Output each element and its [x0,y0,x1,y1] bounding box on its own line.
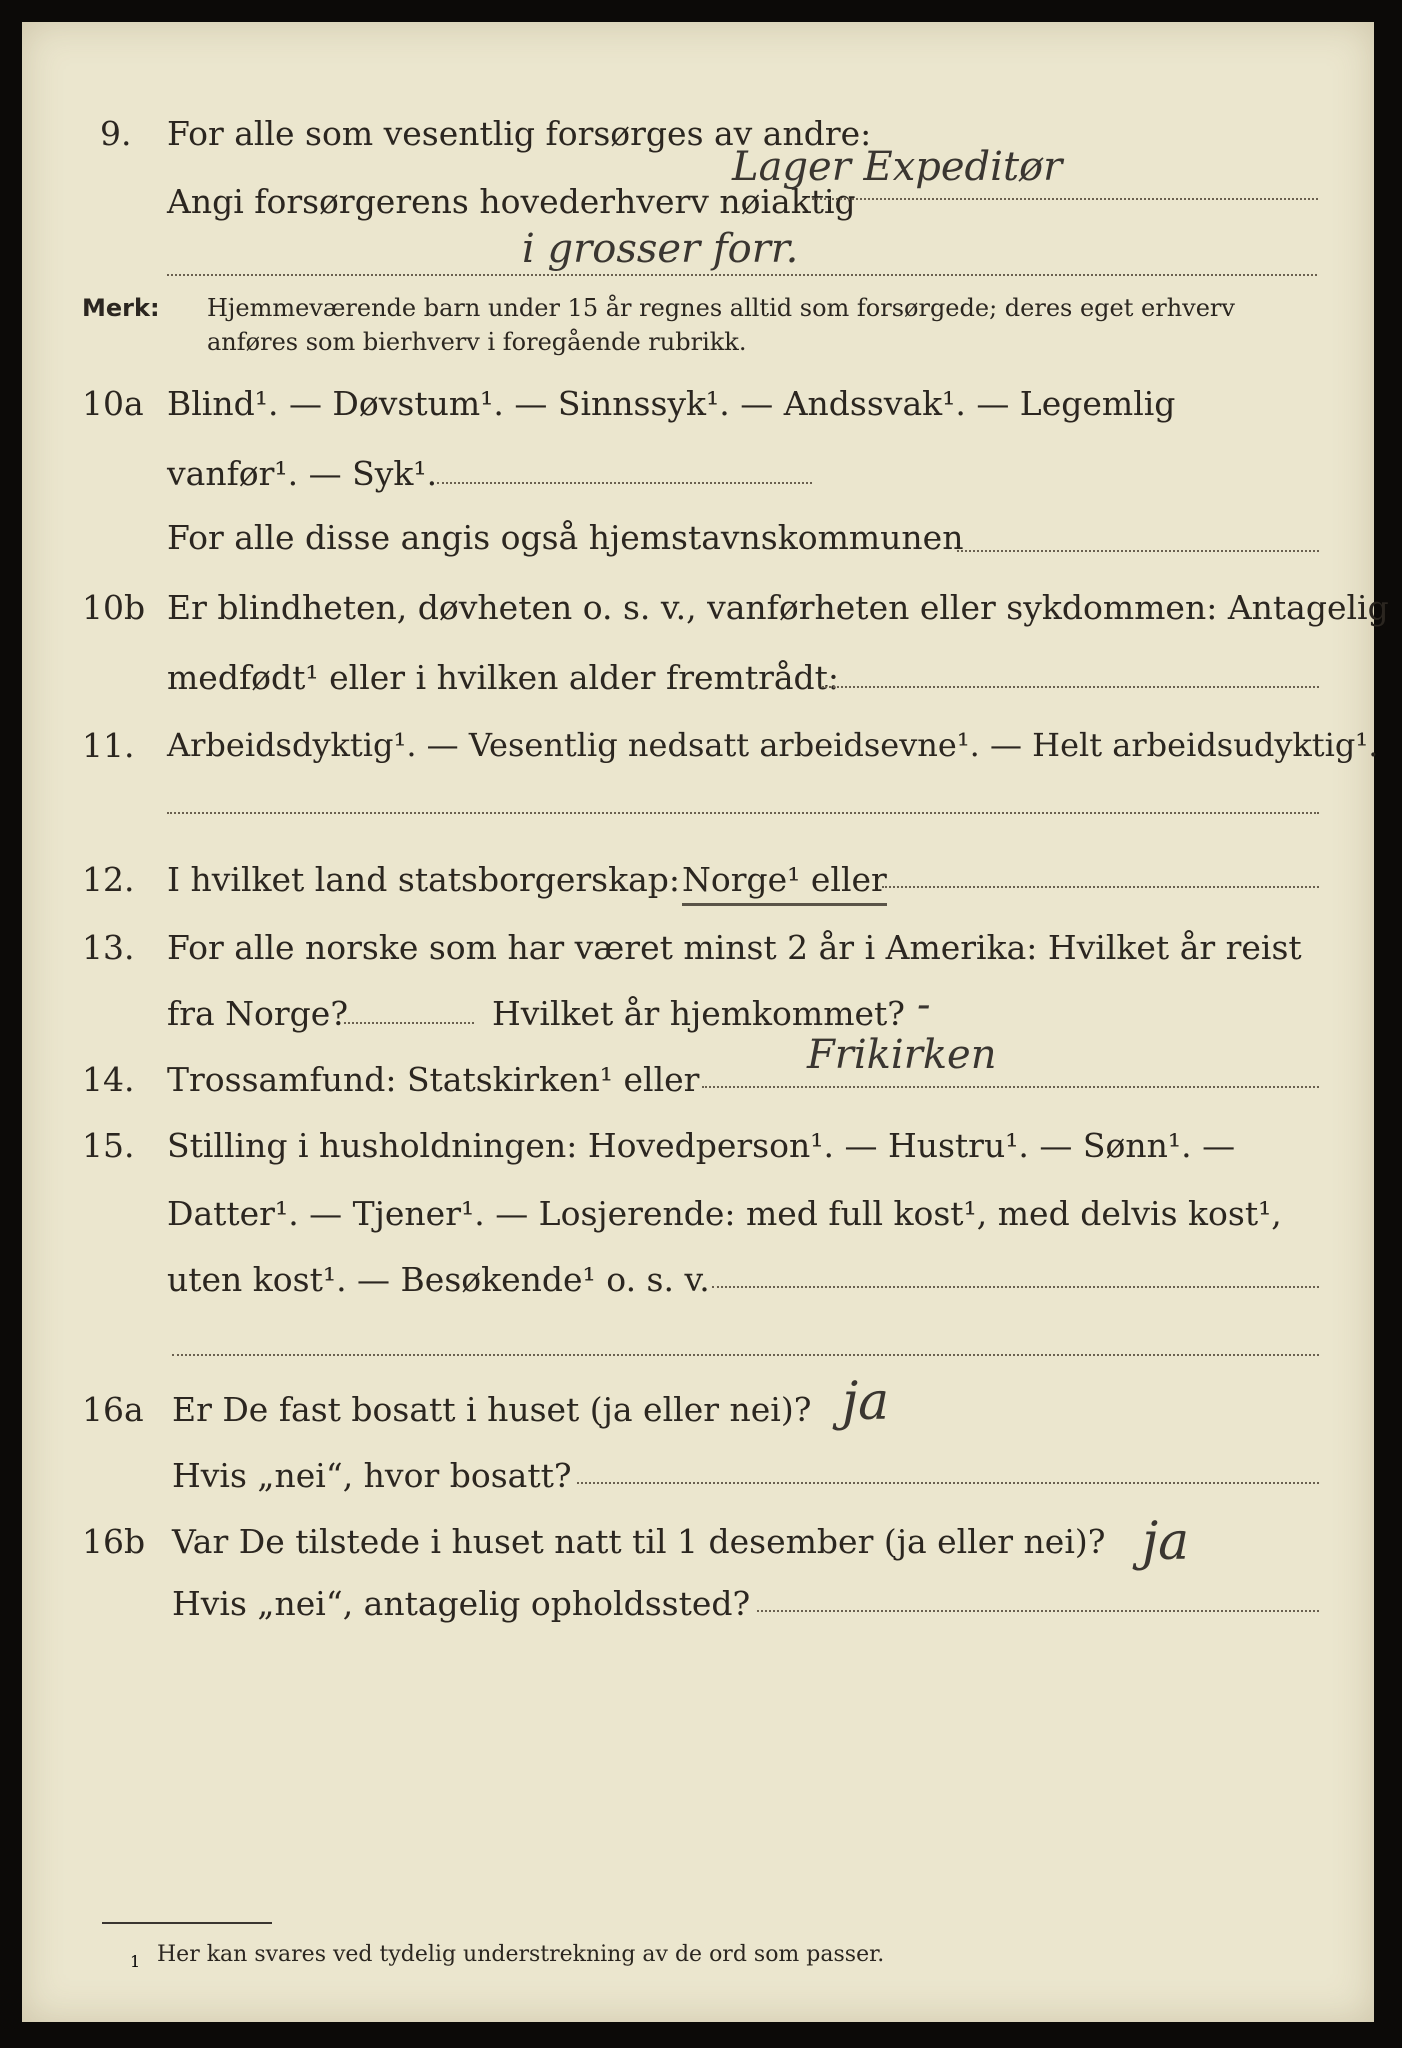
merk-text-1: Hjemmeværende barn under 15 år regnes alltid som forsørgede; deres eget erhverv [207,294,1235,322]
q9-text-1: For alle som vesentlig forsørges av andre: [167,114,872,153]
q13-text-1: For alle norske som har været minst 2 år i Amerika: Hvilket år reist [167,928,1302,967]
q15-number: 15. [82,1126,135,1165]
merk-text-2: anføres som bierhverv i foregående rubrikk. [207,328,747,356]
q10a-text-1: Blind¹. — Døvstum¹. — Sinnssyk¹. — Andssvak¹. — Legemlig [167,384,1176,423]
q9-handwritten-occupation: Lager Expeditør [732,144,1063,190]
q10b-number: 10b [82,588,146,627]
q15-answer-line-1[interactable] [712,1286,1319,1288]
footnote-marker: 1 [130,1952,141,1971]
q13-handwritten-dash: - [917,982,931,1028]
q11-text-1: Arbeidsdyktig¹. — Vesentlig nedsatt arbeidsevne¹. — Helt arbeidsudyktig¹. [167,726,1379,764]
q16a-text-2: Hvis „nei“, hvor bosatt? [172,1456,572,1495]
q16b-text-2: Hvis „nei“, antagelig opholdssted? [172,1584,751,1623]
q10b-text-1: Er blindheten, døvheten o. s. v., vanførheten eller sykdommen: Antagelig [167,588,1389,627]
q16b-number: 16b [82,1522,146,1561]
q15-text-1: Stilling i husholdningen: Hovedperson¹. — Hustru¹. — Sønn¹. — [167,1126,1236,1165]
q10a-text-2: vanfør¹. — Syk¹. [167,454,438,493]
q15-text-2: Datter¹. — Tjener¹. — Losjerende: med full kost¹, med delvis kost¹, [167,1194,1282,1233]
q10a-number: 10a [82,384,144,423]
q16a-answer-line[interactable] [577,1482,1319,1484]
q10a-text-3: For alle disse angis også hjemstavnskommunen [167,518,964,557]
q10b-text-2: medfødt¹ eller i hvilken alder fremtrådt: [167,658,840,697]
q12-number: 12. [82,860,135,899]
q10b-answer-line[interactable] [822,686,1319,688]
q11-number: 11. [82,726,135,765]
q14-text-1: Trossamfund: Statskirken¹ eller [167,1060,700,1099]
q13-number: 13. [82,928,135,967]
footnote-text: Her kan svares ved tydelig understrekning av de ord som passer. [157,1942,885,1967]
q13-text-2a: fra Norge? [167,994,349,1033]
q12-text-1: I hvilket land statsborgerskap: [167,860,681,899]
q12-norge-option[interactable]: Norge¹ eller [682,860,887,906]
merk-label: Merk: [82,294,160,322]
q10a-answer-line-2[interactable] [957,550,1319,552]
q9-answer-line-2[interactable] [167,274,1317,276]
q16b-answer-line[interactable] [757,1610,1319,1612]
q16b-handwritten-answer: ja [1142,1512,1190,1572]
q12-answer-line[interactable] [882,886,1319,888]
q9-text-2: Angi forsørgerens hovederhverv nøiaktig [167,182,856,221]
q16a-text-1: Er De fast bosatt i huset (ja eller nei)? [172,1390,812,1429]
q9-handwritten-place: i grosser forr. [522,226,799,272]
q9-number: 9. [100,114,132,153]
q15-text-3: uten kost¹. — Besøkende¹ o. s. v. [167,1260,710,1299]
q14-number: 14. [82,1060,135,1099]
q11-answer-line[interactable] [167,812,1319,814]
census-form-page [22,22,1389,2022]
q16a-number: 16a [82,1390,144,1429]
q14-answer-line[interactable] [702,1086,1319,1088]
q9-answer-line-1[interactable] [812,198,1318,200]
q16a-handwritten-answer: ja [842,1372,890,1432]
footnote-rule [102,1922,272,1924]
q14-handwritten-faith: Frikirken [807,1032,997,1078]
q13-text-2b: Hvilket år hjemkommet? [492,994,905,1033]
q13-answer-line-1[interactable] [344,1022,474,1024]
q16b-text-1: Var De tilstede i huset natt til 1 desember (ja eller nei)? [172,1522,1106,1561]
q10a-answer-line-1[interactable] [437,482,812,484]
q15-answer-line-2[interactable] [172,1354,1319,1356]
